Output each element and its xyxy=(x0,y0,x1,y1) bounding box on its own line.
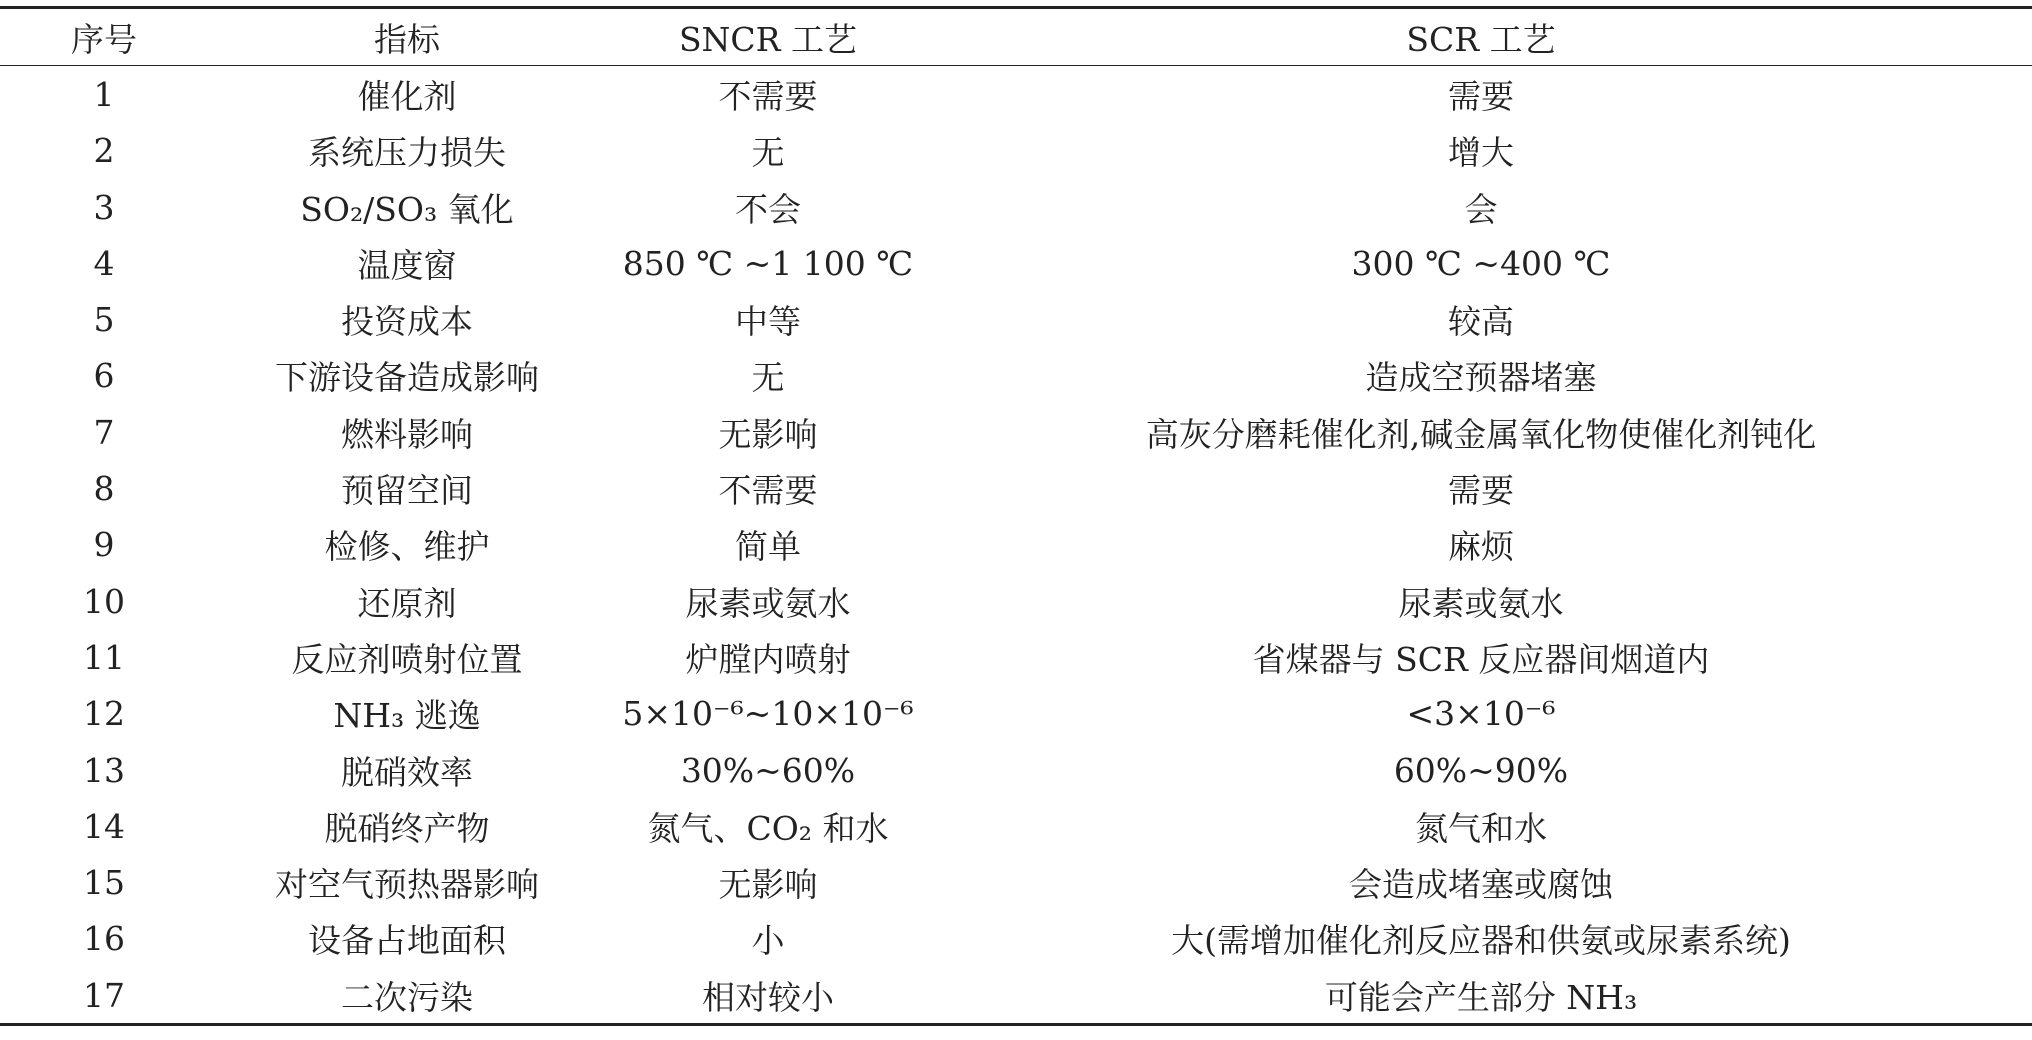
cell-sncr: 尿素或氨水 xyxy=(685,583,851,623)
table-row xyxy=(0,854,2032,910)
cell-scr: <3×10⁻⁶ xyxy=(1406,694,1556,734)
table-row xyxy=(0,404,2032,460)
cell-sncr: 无 xyxy=(751,133,785,173)
cell-scr: 省煤器与 SCR 反应器间烟道内 xyxy=(1252,639,1710,679)
cell-scr: 尿素或氨水 xyxy=(1398,583,1564,623)
cell-scr: 可能会产生部分 NH₃ xyxy=(1324,977,1638,1017)
cell-indicator: 脱硝效率 xyxy=(341,752,473,792)
cell-scr: 60%~90% xyxy=(1393,750,1569,790)
table-row xyxy=(0,291,2032,347)
cell-sncr: 无影响 xyxy=(718,865,818,905)
header-index: 序号 xyxy=(71,19,137,59)
cell-indicator: 检修、维护 xyxy=(324,527,490,567)
cell-sncr: 无 xyxy=(751,358,785,398)
comparison-table xyxy=(0,6,2032,1026)
table-row xyxy=(0,123,2032,179)
cell-scr: 氮气和水 xyxy=(1415,808,1547,848)
cell-index: 12 xyxy=(83,694,125,734)
cell-sncr: 850 ℃ ~1 100 ℃ xyxy=(622,243,914,283)
cell-indicator: 设备占地面积 xyxy=(308,921,506,961)
cell-index: 6 xyxy=(93,356,115,396)
cell-sncr: 30%~60% xyxy=(680,750,856,790)
cell-scr: 较高 xyxy=(1448,302,1514,342)
cell-indicator: 预留空间 xyxy=(341,471,473,511)
header-row xyxy=(0,8,2032,66)
cell-scr: 会造成堵塞或腐蚀 xyxy=(1349,865,1613,905)
cell-sncr: 相对较小 xyxy=(702,977,834,1017)
cell-index: 4 xyxy=(93,243,115,283)
cell-index: 7 xyxy=(93,412,115,452)
cell-sncr: 小 xyxy=(751,921,785,961)
cell-index: 17 xyxy=(83,975,125,1015)
cell-indicator: 还原剂 xyxy=(357,583,457,623)
header-sncr: SNCR 工艺 xyxy=(678,19,858,59)
table-row xyxy=(0,967,2032,1025)
cell-scr: 大(需增加催化剂反应器和供氨或尿素系统) xyxy=(1171,921,1791,961)
cell-indicator: 温度窗 xyxy=(357,245,457,285)
table-row xyxy=(0,629,2032,685)
table-row xyxy=(0,517,2032,573)
table-row xyxy=(0,911,2032,967)
cell-indicator: 脱硝终产物 xyxy=(324,808,490,848)
cell-index: 3 xyxy=(93,187,115,227)
cell-sncr: 不需要 xyxy=(718,471,818,511)
table-row xyxy=(0,348,2032,404)
cell-indicator: 下游设备造成影响 xyxy=(275,358,539,398)
cell-scr: 麻烦 xyxy=(1448,527,1514,567)
cell-index: 5 xyxy=(93,300,115,340)
cell-index: 10 xyxy=(83,581,125,621)
table-row xyxy=(0,798,2032,854)
cell-sncr: 5×10⁻⁶~10×10⁻⁶ xyxy=(622,694,914,734)
cell-index: 2 xyxy=(93,131,115,171)
cell-indicator: SO₂/SO₃ 氧化 xyxy=(300,189,514,229)
cell-sncr: 不需要 xyxy=(718,76,818,116)
header-indicator: 指标 xyxy=(374,19,440,59)
cell-sncr: 无影响 xyxy=(718,414,818,454)
table-row xyxy=(0,573,2032,629)
cell-index: 13 xyxy=(83,750,125,790)
cell-scr: 300 ℃ ~400 ℃ xyxy=(1351,243,1611,283)
cell-sncr: 简单 xyxy=(735,527,801,567)
table-row xyxy=(0,742,2032,798)
cell-scr: 造成空预器堵塞 xyxy=(1365,358,1597,398)
cell-indicator: NH₃ 逃逸 xyxy=(333,696,481,736)
cell-scr: 需要 xyxy=(1448,471,1514,511)
cell-index: 9 xyxy=(93,525,115,565)
header-scr: SCR 工艺 xyxy=(1406,19,1556,59)
cell-indicator: 燃料影响 xyxy=(341,414,473,454)
table-row xyxy=(0,235,2032,291)
cell-sncr: 中等 xyxy=(735,302,801,342)
cell-index: 14 xyxy=(83,806,125,846)
cell-sncr: 不会 xyxy=(735,189,801,229)
cell-scr: 会 xyxy=(1464,189,1498,229)
cell-indicator: 反应剂喷射位置 xyxy=(291,639,523,679)
cell-indicator: 系统压力损失 xyxy=(308,133,506,173)
cell-indicator: 对空气预热器影响 xyxy=(275,865,539,905)
table-row xyxy=(0,686,2032,742)
cell-index: 11 xyxy=(83,637,125,677)
cell-scr: 高灰分磨耗催化剂,碱金属氧化物使催化剂钝化 xyxy=(1145,414,1817,454)
cell-scr: 需要 xyxy=(1448,76,1514,116)
cell-indicator: 催化剂 xyxy=(357,76,457,116)
cell-index: 1 xyxy=(93,74,115,114)
cell-indicator: 投资成本 xyxy=(341,302,473,342)
cell-scr: 增大 xyxy=(1448,133,1514,173)
cell-sncr: 氮气、CO₂ 和水 xyxy=(647,808,889,848)
cell-index: 15 xyxy=(83,863,125,903)
table-row xyxy=(0,66,2032,123)
cell-sncr: 炉膛内喷射 xyxy=(685,639,851,679)
cell-index: 8 xyxy=(93,469,115,509)
table-row xyxy=(0,179,2032,235)
cell-index: 16 xyxy=(83,919,125,959)
cell-indicator: 二次污染 xyxy=(341,977,473,1017)
table-row xyxy=(0,460,2032,516)
